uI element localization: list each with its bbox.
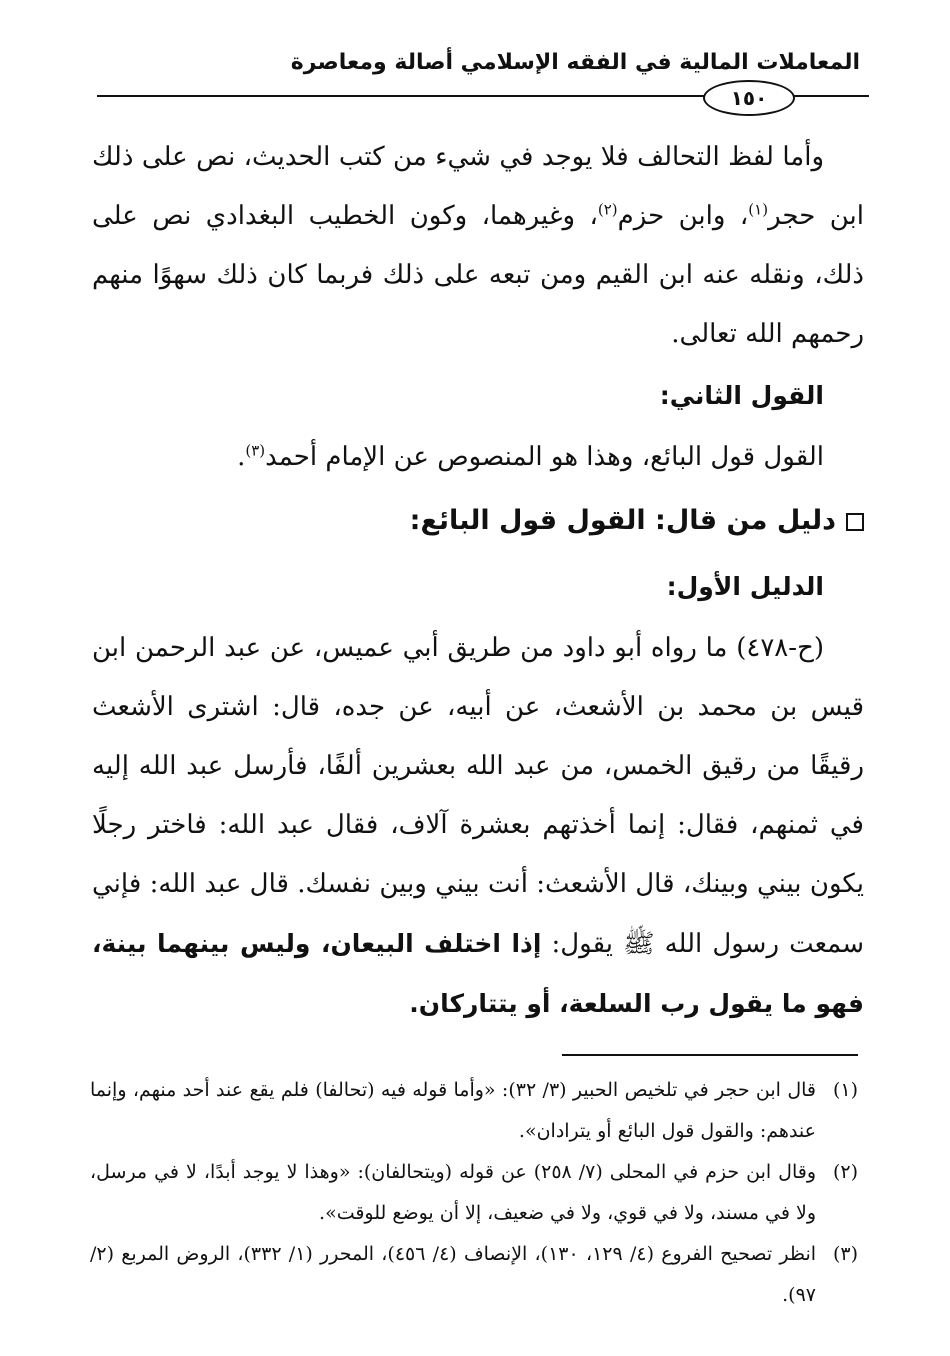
heading-evidence-text: دليل من قال: القول قول البائع: <box>409 505 836 536</box>
footnote-number: (٣) <box>832 1243 858 1265</box>
footnote-ref-1: (١) <box>748 200 769 219</box>
paragraph-text: القول قول البائع، وهذا هو المنصوص عن الإمام أحمد <box>265 442 824 472</box>
running-header-title: المعاملات المالية في الفقه الإسلامي أصالة ومعاصرة <box>290 50 860 75</box>
heading-first-evidence: الدليل الأول: <box>666 572 824 601</box>
footnote-ref-2: (٢) <box>597 200 618 219</box>
footnote-separator <box>562 1054 858 1056</box>
footnote-text: قال ابن حجر في تلخيص الحبير (٣/ ٣٢): «وأما قوله فيه (تحالفا) فلم يقع عند أحد منهم، وإنما عندهم: والقول قول البائع أو يترادان». <box>90 1079 816 1142</box>
heading-evidence <box>92 487 864 555</box>
square-bullet-icon <box>846 513 864 531</box>
footnote-number: (١) <box>832 1079 858 1101</box>
paragraph-text: . <box>237 442 246 472</box>
paragraph-text: وأما لفظ التحالف فلا يوجد في شيء من كتب الحديث، نص على ذلك ابن حجر <box>92 142 864 231</box>
paragraph-text: ، وغيرهما، وكون الخطيب البغدادي نص على ذلك، ونقله عنه ابن القيم ومن تبعه على ذلك فربما كان ذلك سهوًا منهم رحمهم الله تعالى. <box>92 201 865 349</box>
paragraph-hadith <box>92 619 864 1034</box>
main-text <box>92 128 864 1034</box>
page-number: ١٥٠ <box>703 80 795 116</box>
footnote-3 <box>90 1234 858 1316</box>
footnote-2 <box>90 1152 858 1234</box>
paragraph-text: (ح-٤٧٨) ما رواه أبو داود من طريق أبي عميس، عن عبد الرحمن ابن قيس بن محمد بن الأشعث، عن أبيه، عن جده، قال: اشترى الأشعث رقيقًا من رقيق الخمس، من عبد الله بعشرين ألفًا، فأرسل عبد الله إليه في ثمنهم، فقال: إنما أخذتهم بعشرة آلاف، فقال عبد الله: فاختر رجلًا يكون بيني وبينك، قال الأشعث: أنت بيني وبين نفسك. قال عبد الله: فإني سمعت رسول الله ﷺ يقول: <box>92 633 864 959</box>
footnote-number: (٢) <box>832 1161 858 1183</box>
footnote-ref-3: (٣) <box>245 441 266 460</box>
footnote-text: وقال ابن حزم في المحلى (٧/ ٢٥٨) عن قوله (ويتحالفان): «وهذا لا يوجد أبدًا، لا في مرسل، ولا في مسند، ولا في قوي، ولا في ضعيف، إلا أن يوضع للوقت». <box>90 1161 816 1224</box>
footnote-1 <box>90 1070 858 1152</box>
heading-second-opinion: القول الثاني: <box>659 381 824 410</box>
paragraph-text: ، وابن حزم <box>617 201 749 231</box>
paragraph-tahaluf <box>92 128 864 364</box>
footnote-text: انظر تصحيح الفروع (٤/ ١٢٩، ١٣٠)، الإنصاف (٤/ ٤٥٦)، المحرر (١/ ٣٣٢)، الروض المربع (٢/ ٩٧). <box>90 1243 817 1306</box>
paragraph-text: . <box>409 989 419 1018</box>
hadith-quote: إذا اختلف البيعان، وليس بينهما بينة، فهو ما يقول رب السلعة، أو يتتاركان <box>92 929 864 1018</box>
footnotes <box>90 1070 858 1316</box>
paragraph-second-opinion <box>92 428 864 487</box>
